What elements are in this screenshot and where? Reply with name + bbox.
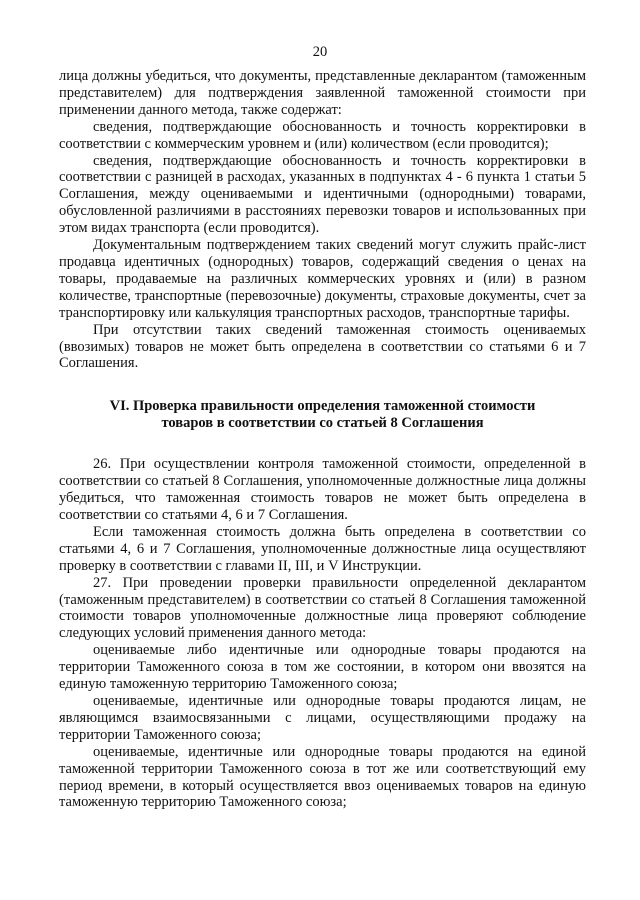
paragraph: лица должны убедиться, что документы, представленные декларантом (таможенным представителем) для подтверждения заявленной таможенной стоимости при применении данного метода, также содержат: — [59, 68, 586, 118]
paragraph: Документальным подтверждением таких сведений могут служить прайс-лист продавца идентичных (однородных) товаров, содержащий сведения о ценах на товары, продаваемые на различных коммерческих уровнях и (или) в разном количестве, транспортные (перевозочные) документы, страховые документы, счет за транспортировку или калькуляция транспортных расходов, транспортные тарифы. — [59, 237, 586, 321]
paragraph: 26. При осуществлении контроля таможенной стоимости, определенной в соответствии со статьей 8 Соглашения, уполномоченные должностные лица должны убедиться, что таможенная стоимость товаров не может быть определена в соответствии со статьями 4, 6 и 7 Соглашения. — [59, 456, 586, 524]
document-body — [59, 68, 586, 811]
section-heading-line: VI. Проверка правильности определения таможенной стоимости — [109, 398, 536, 415]
paragraph: сведения, подтверждающие обоснованность и точность корректировки в соответствии с разницей в расходах, указанных в подпунктах 4 - 6 пункта 1 статьи 5 Соглашения, между оцениваемыми и идентичными (однородными) товарами, обусловленной различиями в расстояниях перевозки товаров и использованных при этом видах транспорта (если проводится). — [59, 152, 586, 237]
paragraph: Если таможенная стоимость должна быть определена в соответствии со статьями 4, 6 и 7 Соглашения, уполномоченные должностные лица осуществляют проверку в соответствии с главами II, III, и V Инструкции. — [59, 523, 586, 574]
page-number: 20 — [312, 44, 328, 60]
section-heading-line: товаров в соответствии со статьей 8 Соглашения — [161, 415, 484, 432]
paragraph: оцениваемые либо идентичные или однородные товары продаются на территории Таможенного союза в том же состоянии, в котором они ввозятся на единую таможенную территорию Таможенного союза; — [59, 642, 586, 693]
paragraph: оцениваемые, идентичные или однородные товары продаются на единой таможенной территории Таможенного союза в тот же или соответствующий ему период времени, в который осуществляется ввоз оцениваемых товаров на единую таможенную территорию Таможенного союза; — [59, 743, 586, 811]
paragraph: При отсутствии таких сведений таможенная стоимость оцениваемых (ввозимых) товаров не может быть определена в соответствии со статьями 6 и 7 Соглашения. — [59, 321, 586, 372]
paragraph: 27. При проведении проверки правильности определенной декларантом (таможенным представителем) в соответствии со статьей 8 Соглашения таможенной стоимости товаров уполномоченные должностные лица проверяют соблюдение следующих условий применения данного метода: — [59, 574, 586, 642]
section-heading — [59, 398, 586, 432]
paragraph: оцениваемые, идентичные или однородные товары продаются лицам, не являющимся взаимосвязанными с лицами, осуществляющими продажу на территории Таможенного союза; — [59, 693, 586, 743]
paragraph: сведения, подтверждающие обоснованность и точность корректировки в соответствии с коммерческим уровнем и (или) количеством (если проводится); — [59, 118, 586, 152]
